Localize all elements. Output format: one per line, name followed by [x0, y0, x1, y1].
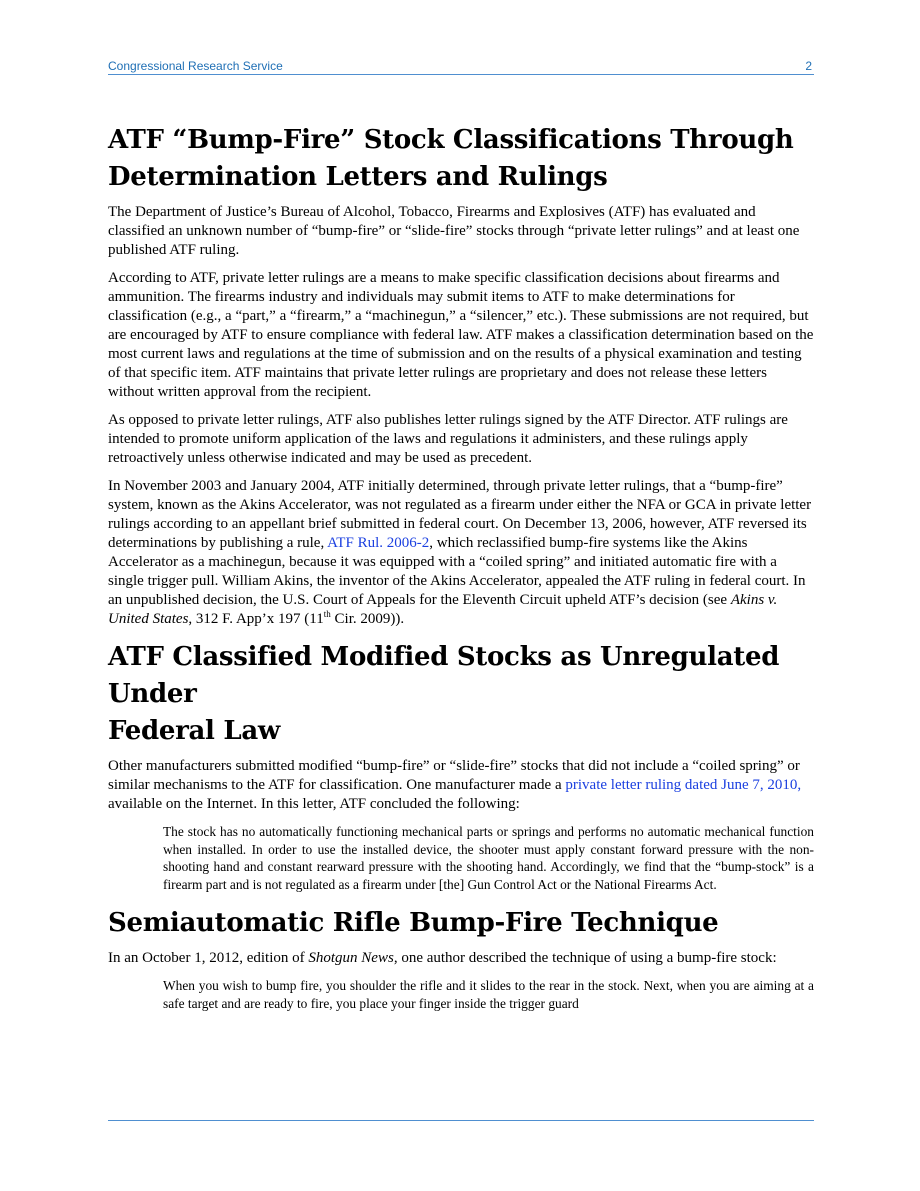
case-citation: Akins v. United States — [108, 592, 778, 627]
paragraph: According to ATF, private letter rulings are a means to make specific classification decisions about firearms and ammunition. The firearms industry and individuals may submit items to ATF to make determinations for classification (e.g., a “part,” a “firearm,” a “machinegun,” a “silencer,” etc.). These submissions are not required, but are encouraged by ATF to ensure compliance with federal law. ATF makes a classification determination based on the most current laws and regulations at the time of submission and on the results of a physical examination and testing of that specific item. ATF maintains that private letter rulings are proprietary and does not release these letters without written approval from the recipient. — [108, 270, 814, 400]
paragraph: The Department of Justice’s Bureau of Alcohol, Tobacco, Firearms and Explosives (ATF) has evaluated and classified an unknown number of “bump-fire” or “slide-fire” stocks through “private letter rulings” and at least one published ATF ruling. — [108, 204, 800, 258]
page-number: 2 — [805, 59, 812, 73]
paragraph: In November 2003 and January 2004, ATF initially determined, through private letter rulings, that a “bump-fire” system, known as the Akins Accelerator, was not regulated as a firearm under either the NFA or GCA in private letter rulings according to an appellant brief submitted in federal court. On December 13, 2006, however, ATF reversed its determinations by publishing a rule, ATF Rul. 2006-2, which reclassified bump-fire systems like the Akins Accelerator as a machinegun, because it was equipped with a “coiled spring” and initiated automatic fire with a single trigger pull. William Akins, the inventor of the Akins Accelerator, appealed the ATF ruling in federal court. In an unpublished decision, the U.S. Court of Appeals for the Eleventh Circuit upheld ATF’s decision (see Akins v. United States, 312 F. App’x 197 (11th Cir. 2009)). — [108, 478, 812, 627]
paragraph: Other manufacturers submitted modified “bump-fire” or “slide-fire” stocks that did not include a “coiled spring” or similar mechanisms to the ATF for classification. One manufacturer made a private letter ruling dated June 7, 2010, available on the Internet. In this letter, ATF concluded the following: — [108, 758, 802, 812]
block-quote: When you wish to bump fire, you shoulder the rifle and it slides to the rear in the stock. Next, when you are aiming at a safe target and are ready to fire, you place your finger inside the trigger guard — [163, 978, 814, 1011]
document-body — [108, 122, 814, 1025]
section-heading-classifications: ATF “Bump-Fire” Stock Classifications Through Determination Letters and Rulings — [108, 125, 794, 192]
publisher-name: Congressional Research Service — [108, 59, 283, 73]
header-rule — [108, 74, 814, 75]
atf-ruling-link[interactable]: ATF Rul. 2006-2 — [327, 535, 430, 551]
block-quote: The stock has no automatically functioning mechanical parts or springs and performs no automatic mechanical function when installed. In order to use the installed device, the shooter must apply constant forward pressure with the non-shooting hand and constant rearward pressure with the shooting hand. Accordingly, we find that the “bump-stock” is a firearm part and is not regulated as a firearm under [the] Gun Control Act or the National Firearms Act. — [163, 824, 814, 892]
private-letter-ruling-link[interactable]: private letter ruling dated June 7, 2010, — [565, 777, 802, 793]
footer-rule — [108, 1120, 814, 1121]
paragraph: In an October 1, 2012, edition of Shotgun News, one author described the technique of using a bump-fire stock: — [108, 950, 777, 967]
section-heading-modified-stocks: ATF Classified Modified Stocks as Unregulated Under Federal Law — [108, 642, 780, 746]
page-header — [108, 58, 814, 74]
paragraph: As opposed to private letter rulings, ATF also publishes letter rulings signed by the ATF Director. ATF rulings are intended to promote uniform application of the laws and regulations it administers, and these rulings apply retroactively unless otherwise indicated and may be used as precedent. — [108, 412, 788, 466]
publication-title: Shotgun News — [308, 950, 394, 967]
section-heading-technique: Semiautomatic Rifle Bump-Fire Technique — [108, 908, 719, 939]
